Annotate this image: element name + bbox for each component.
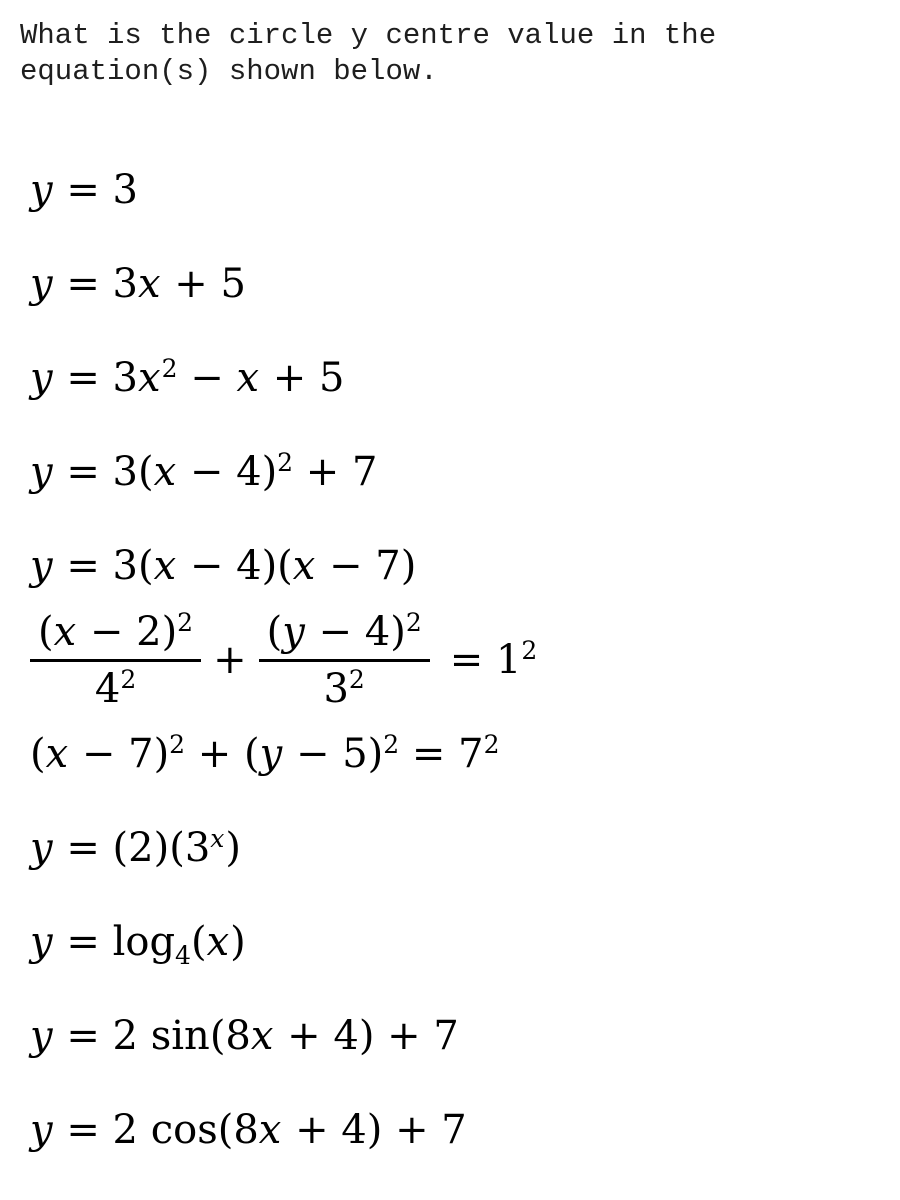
fraction-numerator: $(y - 4)^2$ xyxy=(266,607,422,655)
equation: $(x - 7)^2 + (y - 5)^2 = 7^2$ xyxy=(30,730,500,777)
equation: $y = 3(x - 4)^2 + 7$ xyxy=(30,448,378,495)
question-line-2: equation(s) shown below. xyxy=(20,55,438,88)
fraction-denominator: $4^2$ xyxy=(30,659,201,709)
equation-row xyxy=(0,143,900,237)
equation-row xyxy=(0,801,900,895)
equation: $y = (2)(3^x)$ xyxy=(30,824,241,871)
equation-row xyxy=(0,519,900,613)
equation: $y = \log_4(x)$ xyxy=(30,919,246,970)
equation: y = 3(x − 4)(x − 7) xyxy=(30,543,417,589)
plus-operator: + xyxy=(213,637,247,683)
equation-row xyxy=(0,1083,900,1177)
equation: y = 2 cos(8x + 4) + 7 xyxy=(30,1107,467,1153)
equation-row xyxy=(0,331,900,425)
fraction xyxy=(30,607,201,712)
equation: y = 2 sin(8x + 4) + 7 xyxy=(30,1013,459,1059)
question-text xyxy=(0,0,900,90)
equation-rhs: = $1^2$ xyxy=(449,636,538,683)
equation-list xyxy=(0,143,900,1177)
equation: y = 3x + 5 xyxy=(30,261,246,307)
equation: $y = 3x^2 - x + 5$ xyxy=(30,354,345,401)
equation-row xyxy=(0,989,900,1083)
fraction-numerator: $(x - 2)^2$ xyxy=(38,607,194,655)
equation-row xyxy=(0,425,900,519)
equation-row xyxy=(0,607,900,712)
equation-row xyxy=(0,237,900,331)
equation-row xyxy=(0,707,900,801)
equation: y = 3 xyxy=(30,167,139,213)
fraction xyxy=(259,607,430,712)
equation-row xyxy=(0,895,900,989)
question-line-1: What is the circle y centre value in the xyxy=(20,19,717,52)
fraction-denominator: $3^2$ xyxy=(259,659,430,709)
